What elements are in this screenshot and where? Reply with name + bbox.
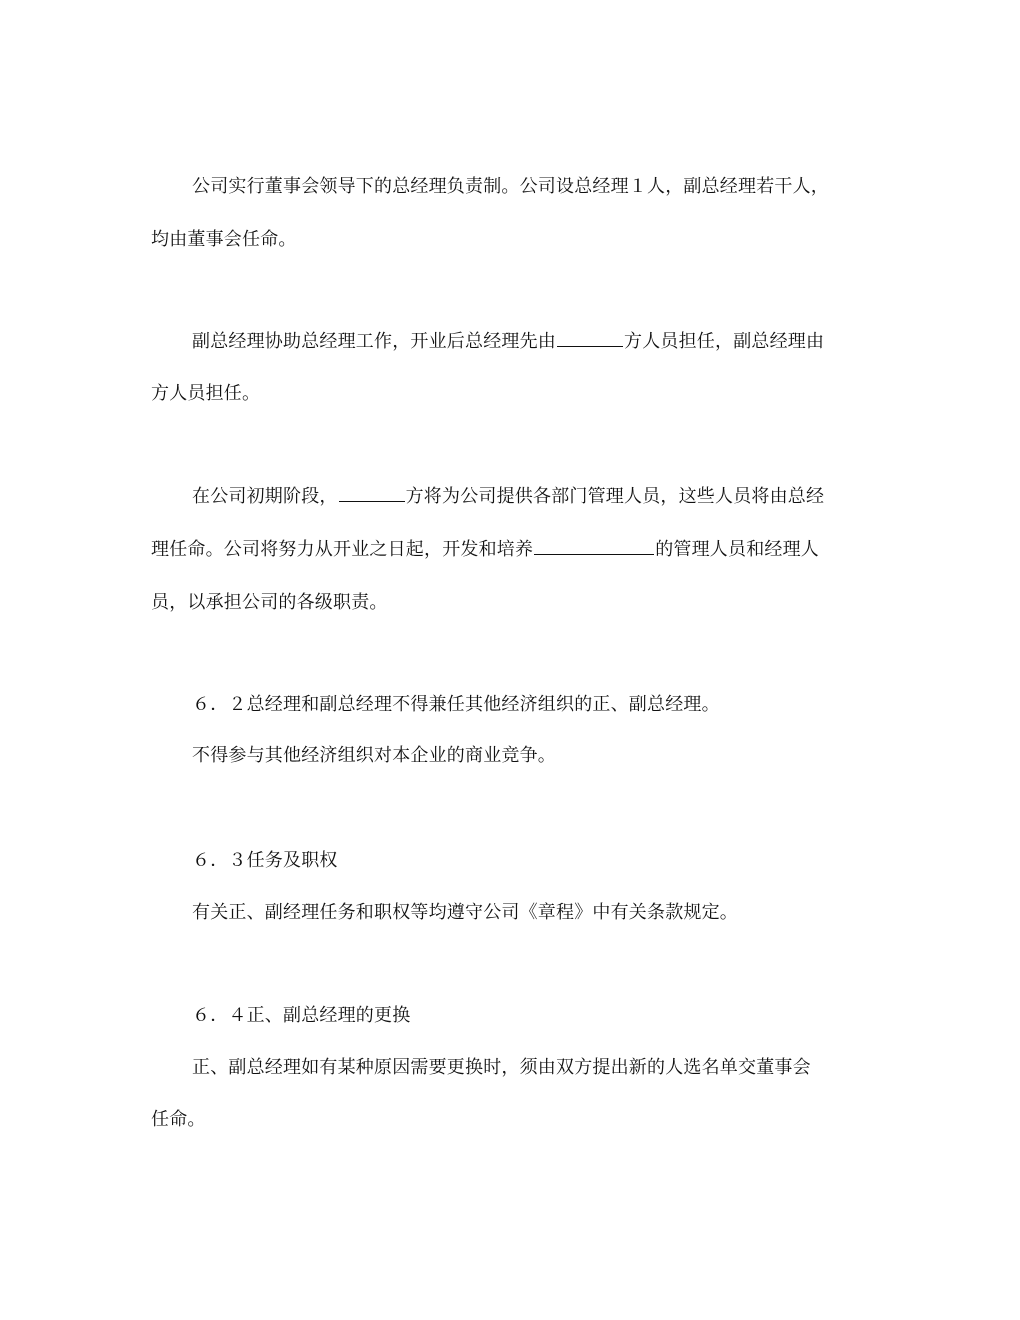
- section-6-2-body: 不得参与其他经济组织对本企业的商业竞争。: [192, 745, 556, 766]
- paragraph-3-line-2: [151, 538, 819, 562]
- section-6-3-heading: ６．３任务及职权: [192, 850, 338, 871]
- section-6-3-body: 有关正、副经理任务和职权等均遵守公司《章程》中有关条款规定。: [192, 902, 738, 923]
- paragraph-3-text-c: 理任命。公司将努力从开业之日起，开发和培养: [151, 539, 534, 560]
- paragraph-1-line-1: 公司实行董事会领导下的总经理负责制。公司设总经理１人，副总经理若干人，: [192, 176, 829, 197]
- section-6-2-heading: ６．２总经理和副总经理不得兼任其他经济组织的正、副总经理。: [192, 694, 720, 715]
- paragraph-2-line-1: [192, 330, 824, 354]
- fill-in-blank: [534, 538, 654, 555]
- paragraph-1-line-2: 均由董事会任命。: [151, 229, 297, 250]
- fill-in-blank: [557, 330, 623, 347]
- paragraph-3-text-d: 的管理人员和经理人: [655, 539, 820, 560]
- paragraph-3-text-b: 方将为公司提供各部门管理人员，这些人员将由总经: [405, 486, 825, 507]
- paragraph-3-line-3: 员，以承担公司的各级职责。: [151, 592, 388, 613]
- paragraph-2-line-2: 方人员担任。: [151, 383, 261, 404]
- paragraph-3-line-1: [192, 485, 824, 509]
- paragraph-2-text-b: 方人员担任，副总经理由: [624, 331, 825, 352]
- fill-in-blank: [339, 485, 405, 502]
- section-6-4-heading: ６．４正、副总经理的更换: [192, 1005, 411, 1026]
- paragraph-3-text-a: 在公司初期阶段，: [192, 486, 338, 507]
- section-6-4-body-line-2: 任命。: [151, 1109, 206, 1130]
- paragraph-2-text-a: 副总经理协助总经理工作，开业后总经理先由: [192, 331, 556, 352]
- section-6-4-body-line-1: 正、副总经理如有某种原因需要更换时，须由双方提出新的人选名单交董事会: [192, 1057, 811, 1078]
